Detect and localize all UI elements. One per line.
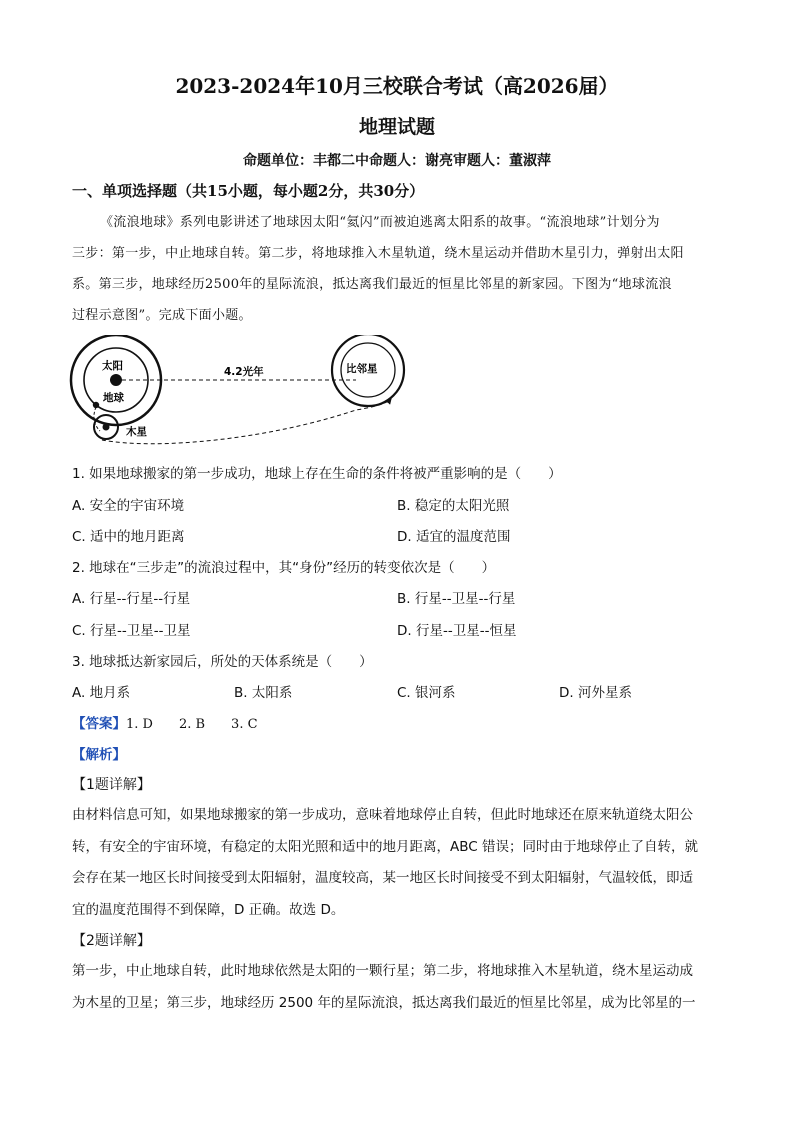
question-2-option-a: A. 行星--行星--行星 [72, 591, 191, 607]
section-heading: 一、单项选择题（共15小题，每小题2分，共30分） [72, 182, 425, 200]
detail-2-line: 第一步，中止地球自转，此时地球依然是太阳的一颗行星；第二步，将地球推入木星轨道，绕木星运动成 [72, 963, 693, 979]
material-line: 系。第三步，地球经历2500年的星际流浪，抵达离我们最近的恒星比邻星的新家园。下图为“地球流浪 [72, 277, 672, 292]
question-3-option-c: C. 银河系 [397, 685, 456, 701]
question-2-option-b: B. 行星--卫星--行星 [397, 591, 516, 607]
detail-2-line: 为木星的卫星；第三步，地球经历 2500 年的星际流浪，抵达离我们最近的恒星比邻星，成为比邻星的一 [72, 994, 696, 1011]
answer-tag: 【答案】 [72, 716, 126, 732]
question-1-option-c: C. 适中的地月距离 [72, 529, 185, 545]
detail-1-line: 会存在某一地区长时间接受到太阳辐射，温度较高，某一地区长时间接受不到太阳辐射，气温较低，即适 [72, 870, 693, 886]
setter-line: 命题单位：丰都二中命题人：谢亮审题人：董淑萍 [243, 153, 551, 169]
detail-1-paragraph [72, 800, 722, 926]
question-2-stem: 2. 地球在“三步走”的流浪过程中，其“身份”经历的转变依次是（ ） [72, 560, 496, 576]
answer-row [72, 712, 258, 732]
material-line: 过程示意图”。完成下面小题。 [72, 308, 252, 323]
question-2-option-d: D. 行星--卫星--恒星 [397, 623, 517, 639]
distance-label: 4.2光年 [224, 366, 264, 378]
proxima-label: 比邻星 [346, 363, 378, 375]
question-3-option-a: A. 地月系 [72, 685, 131, 701]
detail-2-tag: 【2题详解】 [72, 933, 151, 949]
material-line: 《流浪地球》系列电影讲述了地球因太阳“氦闪”而被迫逃离太阳系的故事。“流浪地球”计划分为 [100, 215, 660, 230]
question-3-option-d: D. 河外星系 [559, 685, 632, 701]
question-1-stem: 1. 如果地球搬家的第一步成功，地球上存在生命的条件将被严重影响的是（ ） [72, 466, 562, 482]
detail-1-line: 由材料信息可知，如果地球搬家的第一步成功，意味着地球停止自转，但此时地球还在原来轨道绕太阳公 [72, 807, 693, 823]
material-paragraph [72, 207, 722, 331]
sun-label: 太阳 [102, 360, 123, 372]
question-1-option-d: D. 适宜的温度范围 [397, 529, 511, 545]
question-3-stem: 3. 地球抵达新家园后，所处的天体系统是（ ） [72, 654, 373, 670]
detail-1-line: 宜的温度范围得不到保障，D 正确。故选 D。 [72, 901, 345, 918]
answer-value: 1. D 2. B 3. C [126, 717, 258, 732]
earth-label: 地球 [103, 392, 124, 404]
detail-1-tag: 【1题详解】 [72, 777, 151, 793]
jupiter-label: 木星 [126, 426, 147, 438]
question-3-option-b: B. 太阳系 [234, 685, 293, 701]
question-1-option-a: A. 安全的宇宙环境 [72, 498, 185, 514]
question-2-option-c: C. 行星--卫星--卫星 [72, 623, 191, 639]
exam-title: 2023-2024年10月三校联合考试（高2026届） [175, 74, 619, 98]
earth-wandering-diagram [66, 335, 416, 450]
jupiter-dot [103, 424, 110, 431]
detail-2-paragraph [72, 956, 722, 1019]
material-line: 三步：第一步，中止地球自转。第二步，将地球推入木星轨道，绕木星运动并借助木星引力，弹射出太阳 [72, 246, 684, 261]
analysis-tag: 【解析】 [72, 747, 126, 763]
subject-title: 地理试题 [358, 116, 435, 138]
detail-1-line: 转，有安全的宇宙环境，有稳定的太阳光照和适中的地月距离，ABC 错误；同时由于地球停止了自转，就 [72, 838, 698, 855]
sun-dot [110, 374, 122, 386]
question-1-option-b: B. 稳定的太阳光照 [397, 498, 510, 514]
